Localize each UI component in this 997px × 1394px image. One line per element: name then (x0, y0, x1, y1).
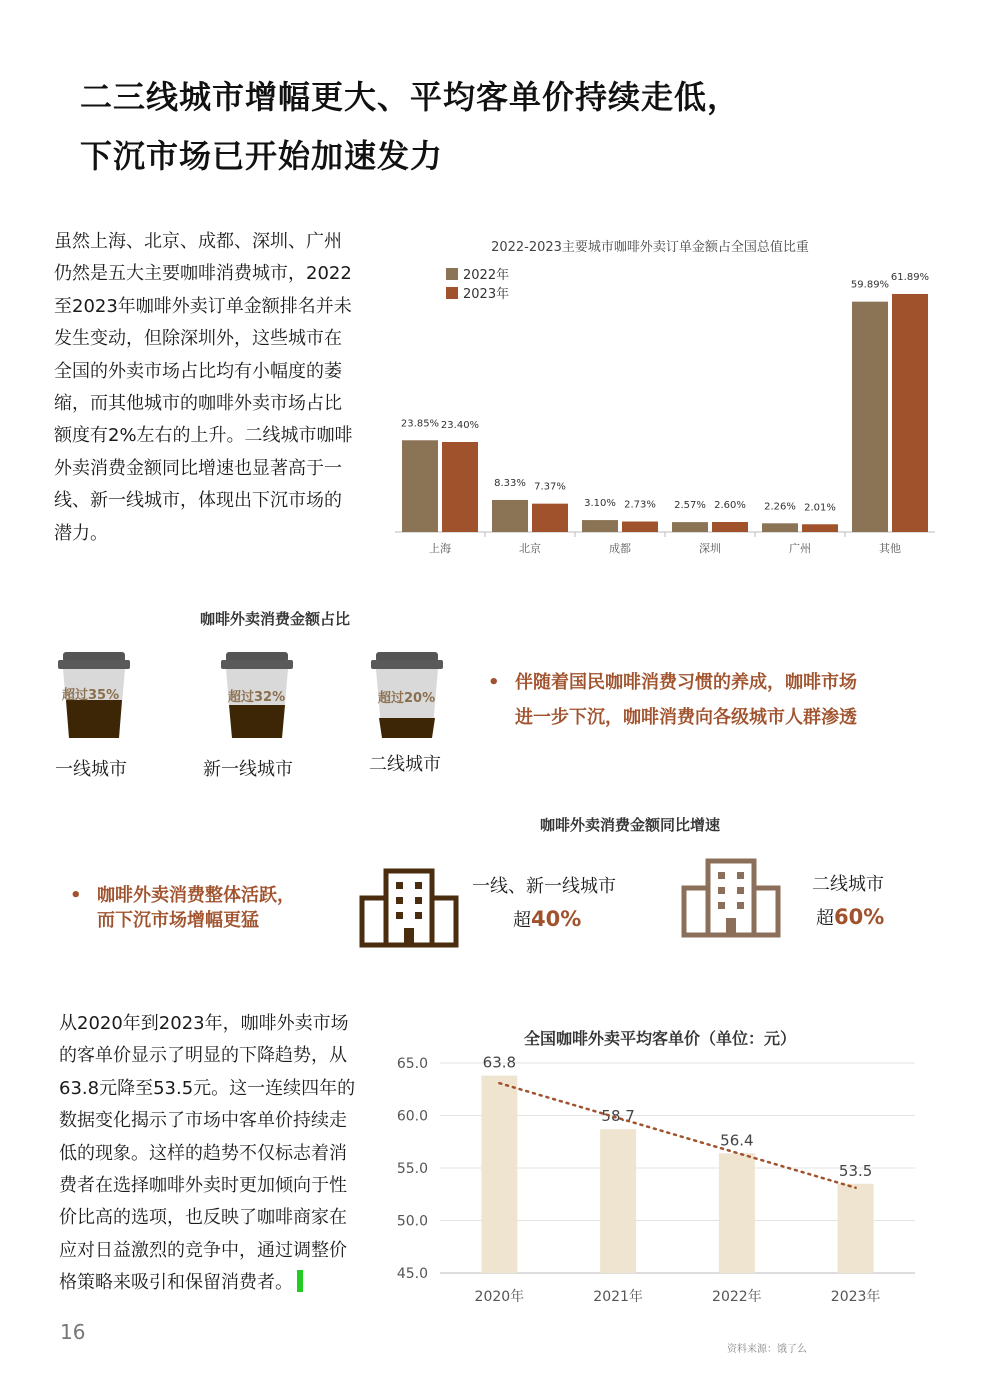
x-tick-label: 上海 (429, 542, 451, 555)
bar-其他-2022年 (852, 302, 888, 532)
growth-tier1-pct: 40% (531, 907, 582, 931)
x-tick-label: 2021年 (593, 1289, 643, 1305)
price-bar-2022年 (719, 1153, 755, 1273)
share-chart-title: 2022-2023主要城市咖啡外卖订单金额占全国总值比重 (491, 240, 809, 255)
y-tick-label: 45.0 (396, 1266, 428, 1282)
building-icon (680, 858, 782, 938)
bar-深圳-2022年 (672, 522, 708, 532)
callout-2-line-1: 咖啡外卖消费整体活跃， (97, 885, 295, 906)
y-tick-label: 50.0 (396, 1213, 428, 1230)
data-label: 2.73% (624, 499, 656, 511)
callout-2 (97, 883, 295, 933)
intro-line: 额度有2%左右的上升。二线城市咖啡 (54, 425, 353, 447)
price-line: 价比高的选项，也反映了咖啡商家在 (59, 1207, 347, 1229)
callout-bullet-2: • (70, 885, 82, 906)
growth-tier2-pct: 60% (834, 905, 885, 929)
headline-line-1: 二三线城市增幅更大、平均客单价持续走低， (80, 78, 741, 116)
price-bar-2021年 (600, 1129, 636, 1273)
x-tick-label: 深圳 (699, 542, 721, 555)
price-line: 从2020年到2023年，咖啡外卖市场 (59, 1013, 349, 1034)
price-line: 费者在选择咖啡外卖时更加倾向于性 (59, 1175, 347, 1197)
intro-line: 仍然是五大主要咖啡消费城市，2022 (54, 263, 352, 285)
cup-label-3: 二线城市 (369, 754, 441, 775)
intro-line: 虽然上海、北京、成都、深圳、广州 (54, 231, 342, 252)
price-chart (390, 1045, 930, 1315)
price-value-label: 58.7 (601, 1107, 635, 1126)
callout-bullet-1: • (488, 672, 500, 693)
x-tick-label: 北京 (519, 542, 541, 555)
callout-1-line-1: 伴随着国民咖啡消费习惯的养成，咖啡市场 (515, 672, 857, 693)
intro-line: 线、新一线城市，体现出下沉市场的 (54, 490, 342, 512)
legend-label-2023: 2023年 (463, 287, 510, 302)
building-icon (358, 868, 460, 948)
price-line: 数据变化揭示了市场中客单价持续走 (59, 1110, 347, 1132)
growth-tier2-label: 二线城市 (812, 874, 884, 895)
bar-深圳-2023年 (712, 522, 748, 532)
y-tick-label: 65.0 (396, 1056, 428, 1072)
cup-badge-1: 超过35% (62, 688, 120, 703)
cup-badge-3: 超过20% (378, 691, 436, 706)
bar-广州-2022年 (762, 523, 798, 532)
price-line: 63.8元降至53.5元。这一连续四年的 (59, 1077, 356, 1099)
callout-1 (515, 665, 857, 735)
x-tick-label: 2020年 (474, 1289, 525, 1305)
x-tick-label: 其他 (879, 542, 901, 555)
growth-title: 咖啡外卖消费金额同比增速 (540, 816, 721, 834)
share-chart (380, 260, 950, 570)
bar-广州-2023年 (802, 524, 838, 532)
intro-paragraph (54, 226, 374, 550)
x-tick-label: 成都 (609, 542, 631, 555)
headline-line-2: 下沉市场已开始加速发力 (80, 137, 444, 175)
intro-line: 外卖消费金额同比增速也显著高于一 (54, 457, 342, 479)
price-value-label: 63.8 (482, 1053, 517, 1072)
cup-label-1: 一线城市 (55, 759, 127, 780)
legend-label-2022: 2022年 (463, 268, 510, 283)
price-chart-title: 全国咖啡外卖平均客单价（单位：元） (523, 1029, 796, 1048)
bar-成都-2022年 (582, 520, 618, 532)
price-bar-2023年 (838, 1184, 874, 1273)
growth-tier2-value (816, 904, 884, 930)
bar-北京-2022年 (492, 500, 528, 532)
intro-line: 发生变动，但除深圳外，这些城市在 (54, 328, 342, 350)
data-label: 59.89% (850, 279, 890, 291)
price-paragraph (59, 1008, 369, 1300)
growth-tier1-label: 一线、新一线城市 (472, 876, 616, 897)
intro-line: 至2023年咖啡外卖订单金额排名并未 (54, 295, 352, 317)
price-value-label: 56.4 (720, 1131, 754, 1150)
data-label: 8.33% (494, 477, 526, 489)
legend-swatch-2022 (446, 268, 458, 280)
callout-2-line-2: 而下沉市场增幅更猛 (97, 910, 259, 931)
intro-line: 缩，而其他城市的咖啡外卖市场占比 (54, 393, 342, 415)
x-tick-label: 2023年 (830, 1289, 881, 1305)
x-tick-label: 2022年 (712, 1289, 762, 1305)
price-bar-2020年 (481, 1076, 517, 1273)
source-note: 资料来源：饿了么 (727, 1344, 807, 1355)
price-line: 的客单价显示了明显的下降趋势，从 (59, 1045, 347, 1067)
growth-tier1-value (513, 906, 581, 932)
page-number: 16 (60, 1320, 86, 1344)
growth-tier1-prefix: 超 (513, 910, 531, 931)
bar-成都-2023年 (622, 522, 658, 533)
bar-上海-2023年 (442, 442, 478, 532)
price-line: 应对日益激烈的竞争中，通过调整价 (59, 1239, 347, 1261)
cup-badge-2: 超过32% (228, 690, 286, 705)
intro-line: 潜力。 (54, 522, 108, 544)
price-line (59, 1267, 369, 1299)
legend-swatch-2023 (446, 287, 458, 299)
price-line: 低的现象。这样的趋势不仅标志着消 (59, 1142, 347, 1164)
data-label: 23.85% (400, 418, 440, 430)
data-label: 2.57% (674, 500, 706, 512)
data-label: 23.40% (440, 420, 480, 431)
cups-title: 咖啡外卖消费金额占比 (200, 610, 351, 628)
cup-label-2: 新一线城市 (203, 759, 293, 780)
callout-1-line-2: 进一步下沉，咖啡消费向各级城市人群渗透 (515, 707, 857, 728)
data-label: 61.89% (890, 271, 930, 283)
bar-北京-2023年 (532, 504, 568, 532)
data-label: 2.60% (714, 500, 746, 511)
data-label: 2.01% (804, 502, 836, 514)
data-label: 3.10% (584, 498, 616, 510)
price-line-last: 格策略来吸引和保留消费者。 (59, 1272, 293, 1294)
price-value-label: 53.5 (838, 1161, 873, 1180)
intro-line: 全国的外卖市场占比均有小幅度的萎 (54, 360, 342, 382)
bar-上海-2022年 (402, 440, 438, 532)
y-tick-label: 55.0 (396, 1161, 428, 1177)
trend-line (499, 1083, 855, 1188)
y-tick-label: 60.0 (396, 1108, 428, 1125)
text-cursor (297, 1270, 303, 1292)
data-label: 2.26% (764, 501, 796, 513)
x-tick-label: 广州 (789, 542, 811, 555)
data-label: 7.37% (534, 481, 566, 493)
growth-tier2-prefix: 超 (816, 908, 834, 929)
bar-其他-2023年 (892, 294, 928, 532)
